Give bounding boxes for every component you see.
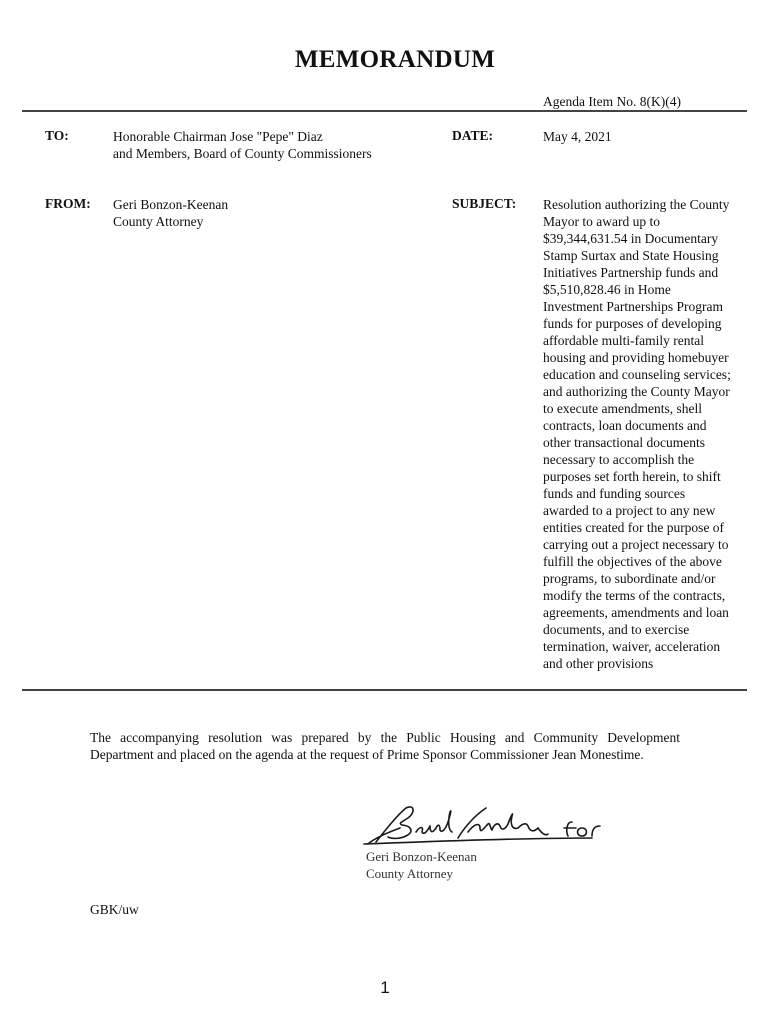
handwritten-signature [362, 798, 602, 850]
subject-line: modify the terms of the contracts, [543, 588, 726, 603]
to-label: TO: [45, 128, 69, 143]
subject-line: agreements, amendments and loan [543, 605, 729, 620]
subject-line: termination, waiver, acceleration [543, 639, 721, 654]
subject-line: funds and funding sources [543, 486, 686, 501]
subject-line: $5,510,828.46 in Home [543, 282, 671, 297]
from-line-2: County Attorney [113, 214, 204, 229]
initials: GBK/uw [90, 902, 139, 917]
subject-line: $39,344,631.54 in Documentary [543, 231, 719, 246]
memo-title: MEMORANDUM [294, 46, 496, 73]
header-rule [22, 110, 747, 112]
subject-line: to execute amendments, shell [543, 401, 702, 416]
subject-line: and other provisions [543, 656, 654, 671]
subject-line: fulfill the objectives of the above [543, 554, 722, 569]
subject-line: other transactional documents [543, 435, 705, 450]
subject-line: funds for purposes of developing [543, 316, 722, 331]
to-line-1: Honorable Chairman Jose "Pepe" Diaz [113, 129, 323, 144]
signature-block [366, 848, 477, 882]
agenda-item-number: Agenda Item No. 8(K)(4) [543, 94, 681, 109]
from-sender [113, 196, 228, 230]
subject-line: and authorizing the County Mayor [543, 384, 730, 399]
page-number: 1 [380, 978, 390, 997]
subject-line: documents, and to exercise [543, 622, 690, 637]
subject-line: carrying out a project necessary to [543, 537, 729, 552]
subject-line: Mayor to award up to [543, 214, 660, 229]
from-label: FROM: [45, 196, 91, 211]
to-recipient [113, 128, 372, 162]
subject-label: SUBJECT: [452, 196, 517, 211]
body-paragraph: The accompanying resolution was prepared by the Public Housing and Community Development Department and placed on the agenda at the request of Prime Sponsor Commissioner Jean Monestime. [90, 730, 680, 762]
subject-line: purposes set forth herein, to shift [543, 469, 721, 484]
date-value: May 4, 2021 [543, 129, 612, 144]
subject-line: entities created for the purpose of [543, 520, 725, 535]
signature-name: Geri Bonzon-Keenan [366, 849, 477, 864]
date-label: DATE: [452, 128, 494, 143]
from-line-1: Geri Bonzon-Keenan [113, 197, 229, 212]
subject-line: necessary to accomplish the [543, 452, 695, 467]
subject-line: Resolution authorizing the County [543, 197, 730, 212]
body-rule [22, 689, 747, 691]
subject-line: programs, to subordinate and/or [543, 571, 716, 586]
subject-line: education and counseling services; [543, 367, 731, 382]
subject-line: Initiatives Partnership funds and [543, 265, 719, 280]
subject-line: affordable multi-family rental [543, 333, 704, 348]
subject-line: housing and providing homebuyer [543, 350, 729, 365]
subject-line: contracts, loan documents and [543, 418, 707, 433]
subject-line: Stamp Surtax and State Housing [543, 248, 719, 263]
to-line-2: and Members, Board of County Commissioners [113, 146, 372, 161]
subject-line: Investment Partnerships Program [543, 299, 723, 314]
subject-text [543, 196, 748, 672]
subject-line: awarded to a project to any new [543, 503, 716, 518]
signature-title: County Attorney [366, 866, 454, 881]
